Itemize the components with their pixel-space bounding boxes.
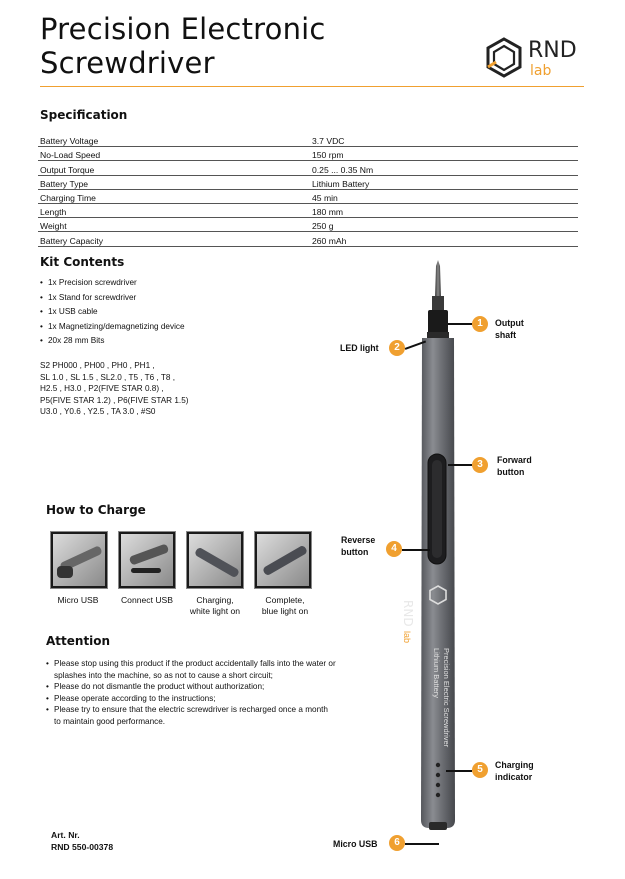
callout-badge-3: 3 [472, 457, 488, 473]
charge-photo-complete [254, 531, 312, 589]
kit-item: • 20x 28 mm Bits [40, 334, 185, 349]
bit-tip [435, 260, 441, 298]
spec-value: 260 mAh [310, 232, 578, 246]
button-slot-inner [432, 460, 442, 558]
spec-key: No-Load Speed [38, 147, 310, 161]
attention-item: • Please stop using this product if the product accidentally falls into the water or splashes into the machine, so as not to cause a short circuit; [46, 658, 336, 681]
spec-row [38, 218, 578, 232]
callout-line-1 [448, 323, 472, 325]
output-shaft [428, 310, 448, 334]
spec-row [38, 147, 578, 161]
micro-usb-port [429, 822, 447, 830]
charge-photo-connect-usb [118, 531, 176, 589]
kit-item: • 1x Stand for screwdriver [40, 291, 185, 306]
attention-item: • Please try to ensure that the electric screwdriver is recharged once a month to maintain good performance. [46, 704, 336, 727]
charge-caption-line: Micro USB [57, 595, 99, 605]
callout-text: Reverse [341, 535, 376, 545]
callout-output-shaft [495, 317, 524, 341]
indicator-dot [436, 763, 440, 767]
charge-caption-line: blue light on [261, 606, 309, 616]
device-print-line-2: Lithium Battery [432, 648, 441, 699]
callout-line-6 [405, 843, 439, 845]
callout-line-4 [402, 549, 430, 551]
bits-line: P5(FIVE STAR 1.2) , P6(FIVE STAR 1.5) [40, 395, 189, 405]
callout-text: shaft [495, 330, 517, 340]
bits-line: U3.0 , Y0.6 , Y2.5 , TA 3.0 , #S0 [40, 407, 156, 417]
spec-row [38, 133, 578, 147]
bits-line: S2 PH000 , PH00 , PH0 , PH1 , [40, 361, 155, 370]
spec-value: 150 rpm [310, 147, 578, 161]
spec-row [38, 161, 578, 175]
header-divider [40, 86, 584, 87]
charge-photo-micro-usb [50, 531, 108, 589]
callout-badge-4: 4 [386, 541, 402, 557]
callout-reverse-button [341, 534, 375, 558]
callout-line-5 [446, 770, 472, 772]
kit-item: • 1x Magnetizing/demagnetizing device [40, 320, 185, 335]
charge-caption-complete [252, 595, 318, 617]
spec-value: 3.7 VDC [310, 133, 578, 147]
device-brand-sub: lab [402, 631, 412, 644]
screwdriver-illustration [395, 258, 485, 838]
logo-hexagon-icon [482, 36, 526, 80]
charge-caption-line: Complete, [265, 595, 305, 605]
charge-caption-micro-usb [46, 595, 110, 606]
device-brand-name: RND [401, 600, 415, 627]
bits-list [40, 360, 188, 418]
spec-row [38, 232, 578, 246]
device-print-line-1: Precision Electric Screwdriver [442, 648, 451, 748]
charge-caption-line: Charging, [196, 595, 234, 605]
callout-text: Output [495, 318, 524, 328]
article-value: RND 550-00378 [51, 842, 114, 852]
callout-charging-indicator [495, 759, 534, 783]
spec-value: 0.25 ... 0.35 Nm [310, 161, 578, 175]
specification-table [38, 133, 578, 247]
callout-text: button [497, 467, 525, 477]
spec-key: Output Torque [38, 161, 310, 175]
spec-row [38, 189, 578, 203]
attention-heading: Attention [46, 634, 111, 648]
attention-item: • Please do not dismantle the product without authorization; [46, 681, 336, 693]
title-line-2: Screwdriver [40, 46, 215, 80]
spec-key: Battery Capacity [38, 232, 310, 246]
charge-photo-charging [186, 531, 244, 589]
spec-key: Weight [38, 218, 310, 232]
spec-key: Battery Type [38, 175, 310, 189]
specification-heading: Specification [40, 108, 128, 122]
led-ring [427, 332, 449, 338]
indicator-dot [436, 793, 440, 797]
callout-micro-usb [333, 838, 377, 850]
bits-line: H2.5 , H3.0 , P2(FIVE STAR 0.8) , [40, 384, 164, 394]
device-print [431, 648, 451, 747]
callout-text: button [341, 547, 369, 557]
spec-row [38, 203, 578, 217]
device-body [421, 338, 455, 828]
article-number [51, 829, 113, 853]
bits-line: SL 1.0 , SL 1.5 , SL2.0 , T5 , T6 , T8 , [40, 372, 176, 382]
charge-caption-line: white light on [189, 606, 241, 616]
spec-key: Length [38, 203, 310, 217]
spec-value: Lithium Battery [310, 175, 578, 189]
indicator-dot [436, 783, 440, 787]
spec-value: 250 g [310, 218, 578, 232]
spec-key: Charging Time [38, 189, 310, 203]
kit-item: • 1x USB cable [40, 305, 185, 320]
callout-badge-1: 1 [472, 316, 488, 332]
title-line-1: Precision Electronic [40, 12, 326, 46]
spec-value: 180 mm [310, 203, 578, 217]
kit-contents-heading: Kit Contents [40, 255, 125, 269]
charge-caption-charging [182, 595, 248, 617]
indicator-dot [436, 773, 440, 777]
spec-row [38, 175, 578, 189]
article-label: Art. Nr. [51, 830, 80, 840]
callout-badge-5: 5 [472, 762, 488, 778]
how-to-charge-heading: How to Charge [46, 503, 146, 517]
logo-sub: lab [530, 63, 552, 79]
callout-text: Forward [497, 455, 532, 465]
spec-value: 45 min [310, 189, 578, 203]
callout-forward-button [497, 454, 532, 478]
kit-list [40, 276, 185, 349]
callout-led-light [340, 342, 379, 354]
charge-caption-line: Connect USB [120, 595, 174, 605]
callout-text: Charging [495, 760, 534, 770]
spec-key: Battery Voltage [38, 133, 310, 147]
page-title [40, 12, 326, 80]
callout-line-3 [448, 464, 472, 466]
bit-shank [432, 296, 444, 312]
rnd-lab-logo [482, 36, 582, 82]
attention-list [46, 658, 336, 728]
kit-item: • 1x Precision screwdriver [40, 276, 185, 291]
callout-badge-2: 2 [389, 340, 405, 356]
callout-text: Micro USB [333, 839, 378, 849]
callout-text: indicator [495, 772, 533, 782]
logo-name: RND [528, 38, 577, 63]
callout-badge-6: 6 [389, 835, 405, 851]
charge-caption-connect-usb [114, 595, 180, 606]
device-brand [399, 600, 417, 643]
callout-text: LED light [340, 343, 379, 353]
attention-item: • Please operate according to the instructions; [46, 693, 336, 705]
